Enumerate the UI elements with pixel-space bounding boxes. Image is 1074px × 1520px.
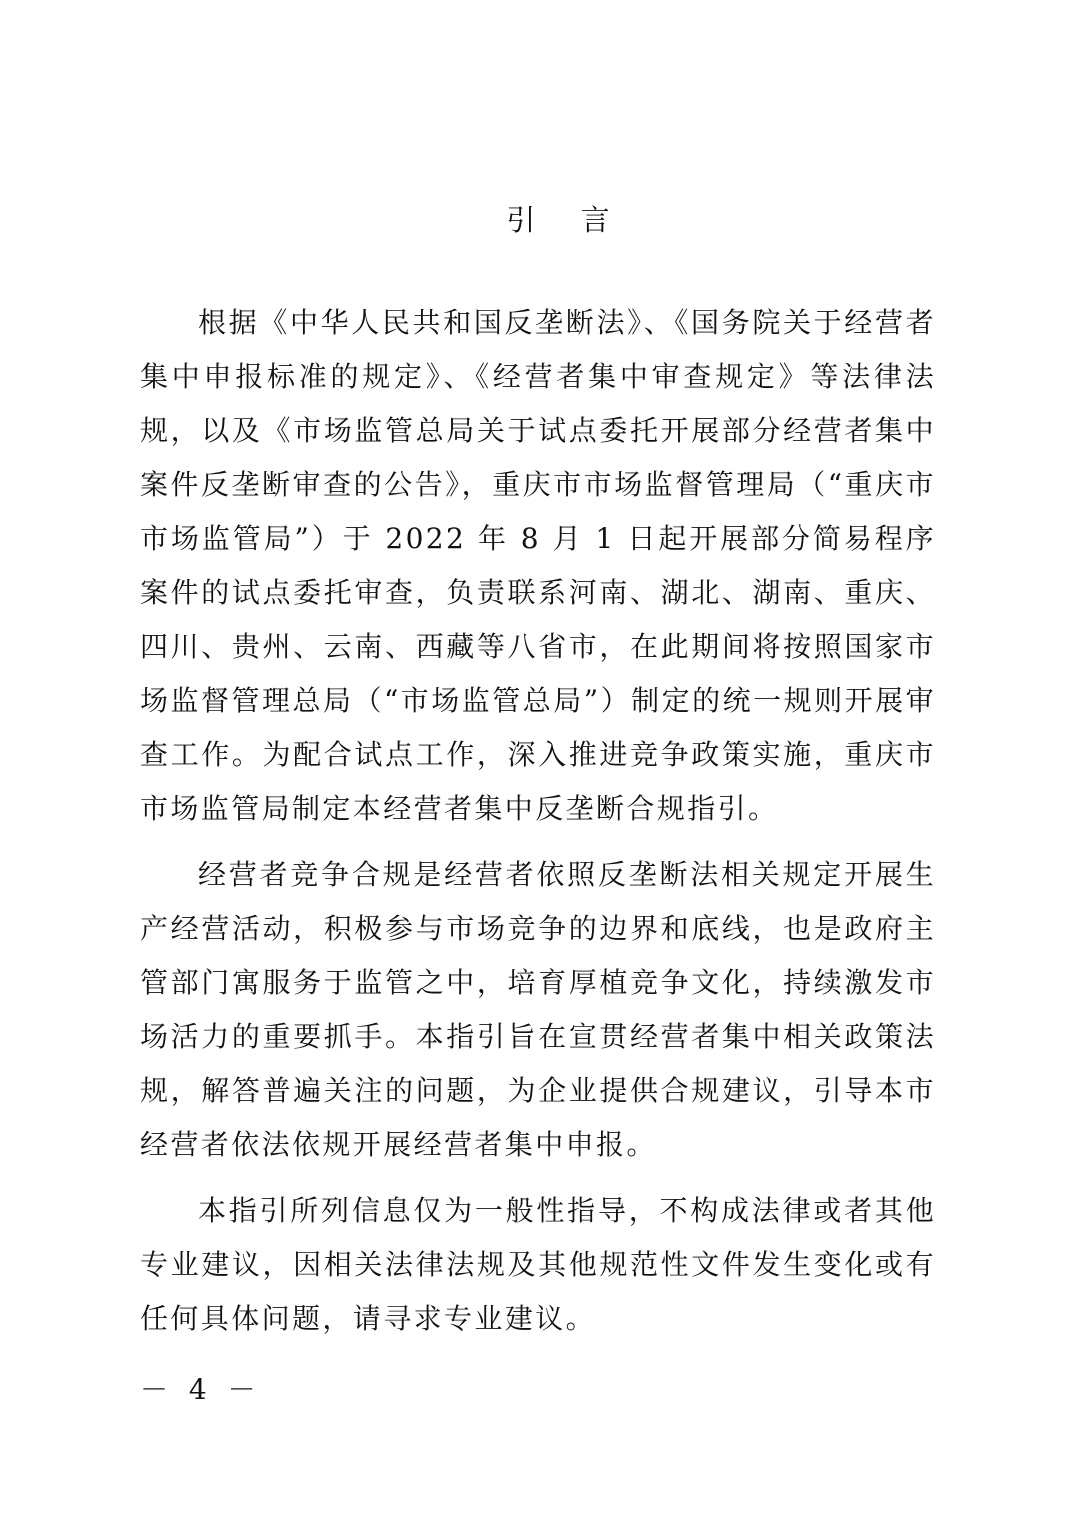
- paragraph-3: 本指引所列信息仅为一般性指导，不构成法律或者其他专业建议，因相关法律法规及其他规范性文件发生变化或有任何具体问题，请寻求专业建议。: [140, 1194, 936, 1335]
- page-title: 引 言: [506, 203, 628, 237]
- page-number: － 4 －: [140, 1373, 262, 1406]
- document-body: [140, 296, 936, 1358]
- paragraph-2: 经营者竞争合规是经营者依照反垄断法相关规定开展生产经营活动，积极参与市场竞争的边界和底线，也是政府主管部门寓服务于监管之中，培育厚植竞争文化，持续激发市场活力的重要抓手。本指引旨在宣贯经营者集中相关政策法规，解答普遍关注的问题，为企业提供合规建议，引导本市经营者依法依规开展经营者集中申报。: [140, 858, 936, 1161]
- paragraph-1: 根据《中华人民共和国反垄断法》、《国务院关于经营者集中申报标准的规定》、《经营者集中审查规定》等法律法规，以及《市场监管总局关于试点委托开展部分经营者集中案件反垄断审查的公告》，重庆市市场监督管理局（“重庆市市场监管局”）于 2022 年 8 月 1 日起开展部分简易程序案件的试点委托审查，负责联系河南、湖北、湖南、重庆、四川、贵州、云南、西藏等八省市，在此期间将按照国家市场监督管理总局（“市场监管总局”）制定的统一规则开展审查工作。为配合试点工作，深入推进竞争政策实施，重庆市市场监管局制定本经营者集中反垄断合规指引。: [140, 306, 936, 825]
